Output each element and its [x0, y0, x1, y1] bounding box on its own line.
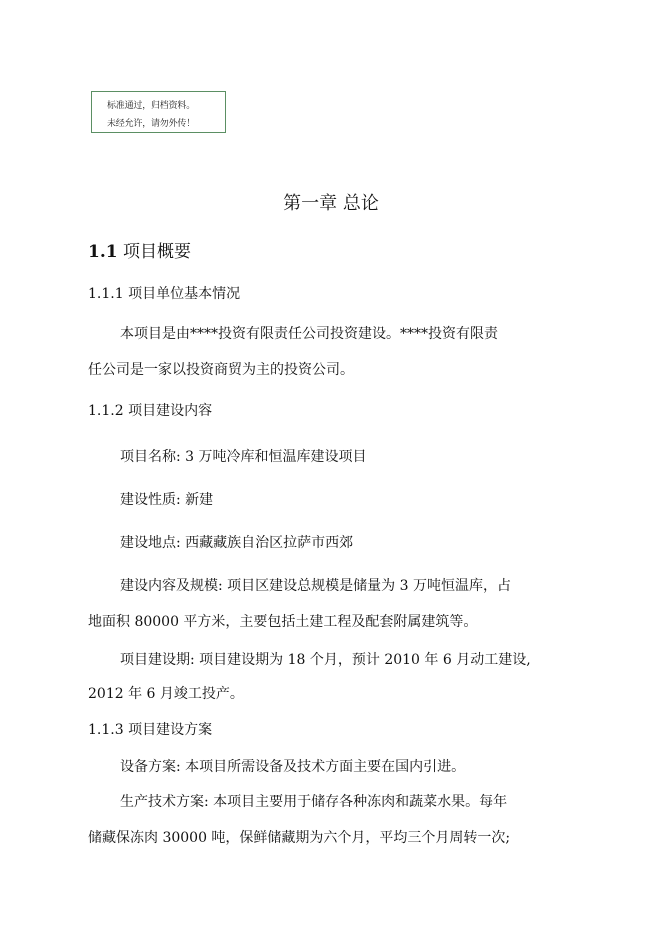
- equipment-plan: 设备方案: 本项目所需设备及技术方面主要在国内引进。: [120, 759, 466, 775]
- scope-line-1: 建设内容及规模: 项目区建设总规模是储量为 3 万吨恒温库，占: [120, 578, 511, 594]
- stamp-line-2: 未经允许，请勿外传！: [107, 119, 196, 129]
- company-paragraph-line-2: 任公司是一家以投资商贸为主的投资公司。: [88, 362, 354, 378]
- project-nature: 建设性质: 新建: [120, 492, 214, 508]
- stamp-line-1: 标准通过，归档资料。: [107, 101, 196, 111]
- section-number: 1.1: [88, 242, 118, 262]
- production-line-2: 储藏保冻肉 30000 吨，保鲜储藏期为六个月，平均三个月周转一次;: [88, 830, 511, 846]
- subsection-heading-1-1-1: 1.1.1 项目单位基本情况: [88, 286, 241, 302]
- section-heading-1-1: [88, 240, 191, 264]
- archive-stamp: [91, 91, 226, 133]
- section-title: 项目概要: [122, 242, 191, 262]
- period-line-2: 2012 年 6 月竣工投产。: [88, 686, 244, 702]
- production-line-1: 生产技术方案: 本项目主要用于储存各种冻肉和蔬菜水果。每年: [120, 794, 508, 810]
- subsection-heading-1-1-3: 1.1.3 项目建设方案: [88, 722, 213, 738]
- company-paragraph-line-1: 本项目是由****投资有限责任公司投资建设。****投资有限责: [120, 326, 498, 342]
- period-line-1: 项目建设期: 项目建设期为 18 个月，预计 2010 年 6 月动工建设,: [120, 652, 531, 668]
- project-location: 建设地点: 西藏藏族自治区拉萨市西郊: [120, 535, 354, 551]
- scope-line-2: 地面积 80000 平方米，主要包括土建工程及配套附属建筑等。: [88, 614, 478, 630]
- chapter-title: 第一章 总论: [283, 193, 379, 214]
- subsection-heading-1-1-2: 1.1.2 项目建设内容: [88, 403, 213, 419]
- project-name: 项目名称: 3 万吨冷库和恒温库建设项目: [120, 449, 367, 465]
